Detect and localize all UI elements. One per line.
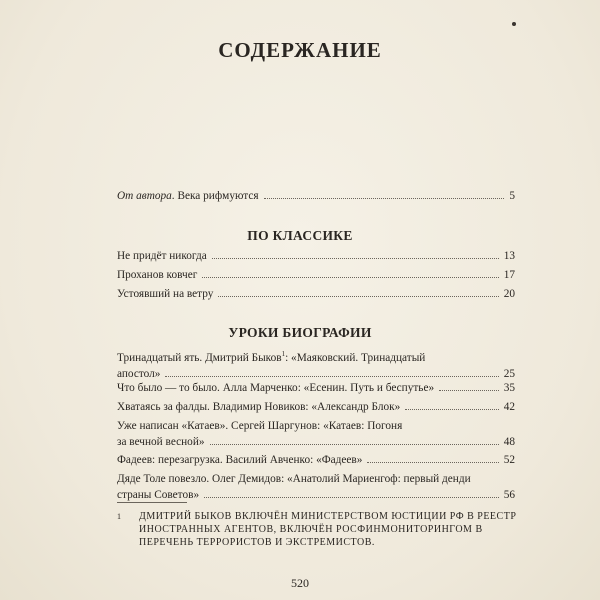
toc-entry[interactable] [117,418,515,450]
page-ref: 52 [503,454,515,466]
toc-entry[interactable] [117,346,515,382]
footnote-text: ДМИТРИЙ БЫКОВ ВКЛЮЧЁН МИНИСТЕРСТВОМ ЮСТИЦИИ РФ В РЕЕСТР ИНОСТРАННЫХ АГЕНТОВ, ВКЛЮЧЁН РОСФИНМОНИТОРИНГОМ В ПЕРЕЧЕНЬ ТЕРРОРИСТОВ И ЭКСТРЕМИСТОВ. [139,511,517,548]
leader-dots [367,462,498,463]
page-ref: 48 [503,436,515,448]
page-ref: 35 [503,382,515,394]
section-heading-biography: УРОКИ БИОГРАФИИ [228,325,372,340]
leader-dots [264,198,505,199]
section-heading-classics: ПО КЛАССИКЕ [247,228,353,243]
leader-dots [439,390,499,391]
toc-entry[interactable] [117,286,515,302]
leader-dots [210,444,499,445]
entry-title-line2: за вечной весной» [117,436,205,448]
toc-entry[interactable] [117,471,515,503]
entry-title: Фадеев: перезагрузка. Василий Авченко: «Фадеев» [117,454,363,466]
entry-title: Что было — то было. Алла Марченко: «Есенин. Путь и беспутье» [117,382,435,394]
intro-text: . Века рифмуются [171,190,259,202]
page-number: 520 [291,576,309,590]
leader-dots [218,296,498,297]
leader-dots [204,497,499,498]
toc-entry[interactable] [117,248,515,264]
page-ref: 17 [503,269,515,281]
footnote [117,510,517,549]
footnote-ref[interactable]: 1 [281,350,286,358]
page-ref: 5 [509,190,515,202]
entry-title-line1: Дядe Толе повезло. Олег Демидов: «Анатолий Мариенгоф: первый денди [117,473,471,485]
toc-entry[interactable] [117,380,515,396]
entry-title-line2: апостол» [117,367,161,380]
page-title: СОДЕРЖАНИЕ [218,38,382,62]
entry-title: Проханов ковчег [117,269,198,281]
page-ref: 20 [503,288,515,300]
entry-title: Хватаясь за фалды. Владимир Новиков: «Александр Блок» [117,401,401,413]
entry-title: Устоявший на ветру [117,288,214,300]
entry-title-line1: Уже написан «Катаев». Сергей Шаргунов: «Катаев: Погоня [117,420,403,432]
page-ref: 56 [503,489,515,501]
leader-dots [405,409,498,410]
entry-title: Не придёт никогда [117,250,207,262]
intro-label: От автора [117,190,172,202]
leader-dots [202,277,498,278]
footnote-rule [117,502,187,503]
toc-entry[interactable] [117,399,515,415]
entry-title-line1: Тринадцатый ять. Дмитрий Быков [117,351,282,364]
leader-dots [165,376,498,377]
ink-spot [512,22,516,26]
footnote-mark: 1 [117,512,122,521]
page-ref: 25 [503,367,515,380]
leader-dots [212,258,499,259]
entry-title-line1-rest: : «Маяковский. Тринадцатый [285,351,426,364]
page-ref: 13 [503,250,515,262]
toc-entry-intro[interactable] [117,188,515,204]
toc-entry[interactable] [117,452,515,468]
entry-title-line2: страны Советов» [117,489,200,501]
page-ref: 42 [503,401,515,413]
toc-entry[interactable] [117,267,515,283]
